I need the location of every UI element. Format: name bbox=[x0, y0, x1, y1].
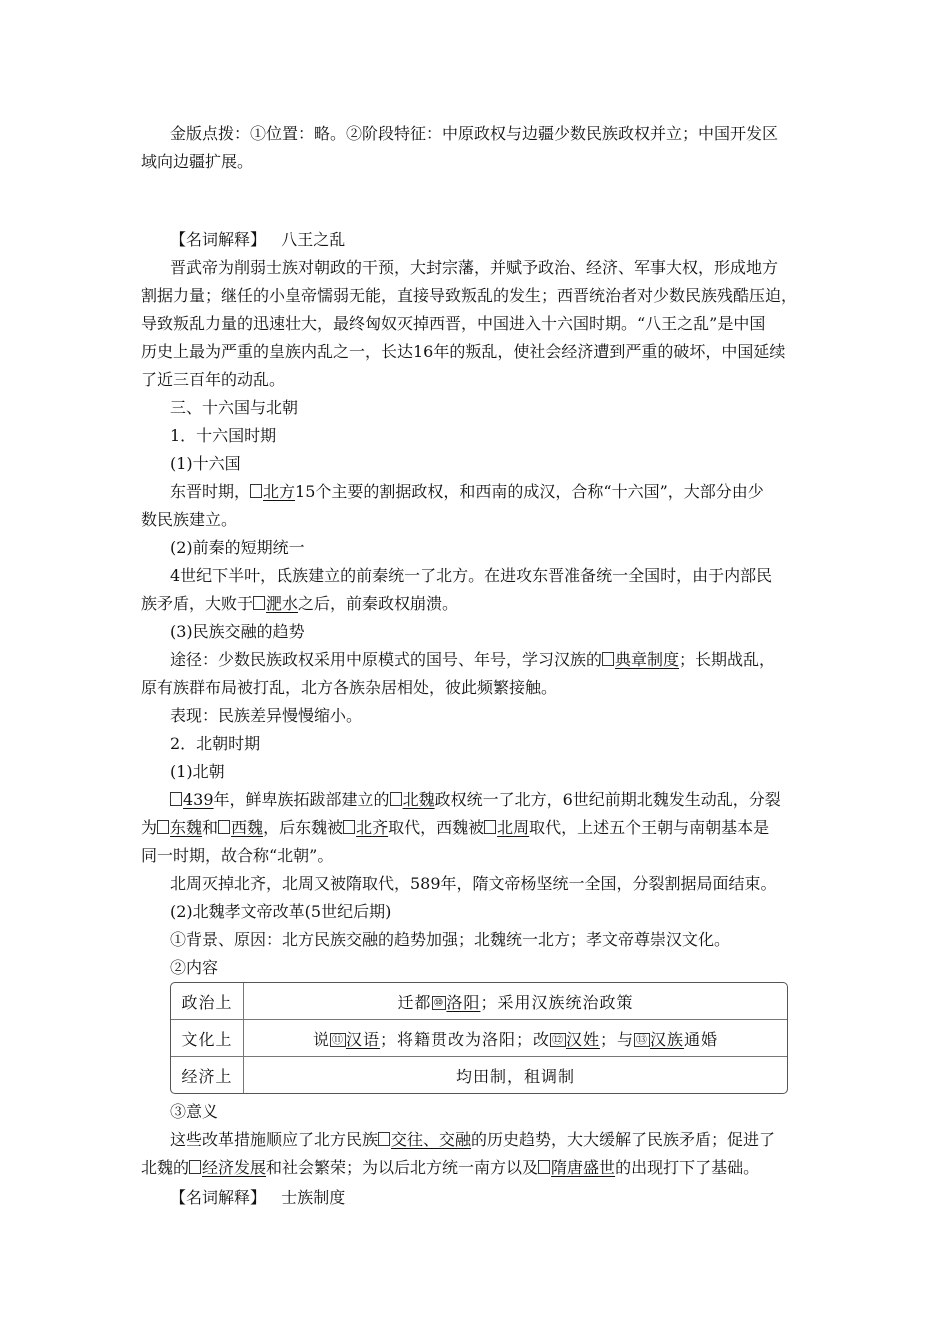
row-header: 政治上 bbox=[171, 983, 244, 1020]
blank-box-icon bbox=[189, 1160, 201, 1174]
paragraph-line: 数民族建立。 bbox=[141, 510, 238, 529]
table-row bbox=[171, 1020, 787, 1057]
glossary-text-line: 割据力量；继任的小皇帝懦弱无能，直接导致叛乱的发生；西晋统治者对少数民族残酷压迫， bbox=[141, 286, 798, 305]
paragraph-line: ②内容 bbox=[170, 958, 219, 977]
subsection-title: (1)北朝 bbox=[170, 762, 225, 781]
fill-blank-answer: 北周 bbox=[484, 818, 529, 837]
subsection-title: (1)十六国 bbox=[170, 454, 241, 473]
row-header: 经济上 bbox=[171, 1057, 244, 1093]
paragraph-line: 这些改革措施顺应了北方民族 交往、交融的历史趋势，大大缓解了民族矛盾；促进了 bbox=[170, 1130, 776, 1149]
section-heading: 三、十六国与北朝 bbox=[170, 398, 299, 417]
paragraph-line: 4世纪下半叶，氐族建立的前秦统一了北方。在进攻东晋准备统一全国时，由于内部民 bbox=[170, 566, 773, 585]
blank-box-icon bbox=[378, 1132, 390, 1146]
table-row bbox=[171, 1057, 787, 1093]
row-content: 说 ⑪ 汉语；将籍贯改为洛阳；改 ⑫ 汉姓；与 ⑬ 汉族通婚 bbox=[244, 1020, 787, 1057]
fill-blank-answer: 北方 bbox=[250, 482, 295, 501]
glossary-term: 士族制度 bbox=[281, 1188, 346, 1207]
reform-content-table bbox=[170, 982, 788, 1094]
circled-number: ⑫ bbox=[551, 1032, 564, 1046]
subsection-title: ③意义 bbox=[170, 1102, 219, 1121]
fill-blank-answer: 西魏 bbox=[218, 818, 263, 837]
blank-box-icon bbox=[538, 1160, 550, 1174]
glossary-text-line: 导致叛乱力量的迅速壮大，最终匈奴灭掉西晋，中国进入十六国时期。“八王之乱”是中国 bbox=[141, 314, 766, 333]
paragraph-line: 东晋时期， 北方15个主要的割据政权，和西南的成汉，合称“十六国”，大部分由少 bbox=[170, 482, 764, 501]
fill-blank-answer: 439 bbox=[170, 790, 214, 809]
intro-line-2: 域向边疆扩展。 bbox=[141, 152, 254, 171]
blank-box-icon bbox=[253, 596, 265, 610]
glossary-tag: 【名词解释】 bbox=[170, 230, 267, 249]
subsection-title: (2)北魏孝文帝改革(5世纪后期) bbox=[170, 902, 392, 921]
row-content: 均田制，租调制 bbox=[455, 1066, 575, 1086]
fill-blank-answer: 北魏 bbox=[390, 790, 435, 809]
circled-number: ⑬ bbox=[636, 1032, 649, 1046]
row-content: 迁都 ⑩ 洛阳；采用汉族统治政策 bbox=[244, 983, 787, 1020]
paragraph-line: 439年，鲜卑族拓跋部建立的 北魏政权统一了北方，6世纪前期北魏发生动乱，分裂 bbox=[141, 786, 821, 814]
fill-blank-answer: 淝水 bbox=[253, 594, 298, 613]
blank-box-icon bbox=[484, 820, 496, 834]
fill-blank-answer: 隋唐盛世 bbox=[538, 1158, 615, 1177]
glossary-tag: 【名词解释】 bbox=[170, 1188, 267, 1207]
paragraph-line: ①背景、原因：北方民族交融的趋势加强；北魏统一北方；孝文帝尊崇汉文化。 bbox=[170, 930, 731, 949]
blank-box-icon bbox=[250, 484, 262, 498]
subsection-title: (3)民族交融的趋势 bbox=[170, 622, 305, 641]
glossary-heading-2 bbox=[141, 1184, 821, 1212]
fill-blank-answer: 东魏 bbox=[157, 818, 202, 837]
paragraph-line: 族矛盾，大败于 淝水之后，前秦政权崩溃。 bbox=[141, 594, 459, 613]
paragraph-line: 北周灭掉北齐，北周又被隋取代，589年，隋文帝杨坚统一全国，分裂割据局面结束。 bbox=[170, 874, 777, 893]
paragraph-line: 表现：民族差异慢慢缩小。 bbox=[170, 706, 363, 725]
paragraph-line: 原有族群布局被打乱，北方各族杂居相处，彼此频繁接触。 bbox=[141, 678, 558, 697]
fill-blank-answer: 北齐 bbox=[343, 818, 388, 837]
blank-box-icon bbox=[390, 792, 402, 806]
paragraph-line: 同一时期，故合称“北朝”。 bbox=[141, 846, 334, 865]
fill-blank-answer: 交往、交融 bbox=[378, 1130, 471, 1149]
blank-box-icon bbox=[602, 652, 614, 666]
row-header: 文化上 bbox=[171, 1020, 244, 1057]
paragraph-line: 北魏的 经济发展和社会繁荣；为以后北方统一南方以及 隋唐盛世的出现打下了基础。 bbox=[141, 1158, 760, 1177]
paragraph-line: 途径：少数民族政权采用中原模式的国号、年号，学习汉族的 典章制度；长期战乱， bbox=[170, 650, 776, 669]
subsection-heading: 2．北朝时期 bbox=[170, 734, 261, 753]
subsection-heading: 1．十六国时期 bbox=[170, 426, 277, 445]
glossary-text-line: 历史上最为严重的皇族内乱之一，长达16年的叛乱，使社会经济遭到严重的破坏，中国延续 bbox=[141, 342, 786, 361]
table-row bbox=[171, 983, 787, 1020]
blank-box-icon bbox=[157, 820, 169, 834]
glossary-text-line: 晋武帝为削弱士族对朝政的干预，大封宗藩，并赋予政治、经济、军事大权，形成地方 bbox=[170, 258, 779, 277]
fill-blank-answer: 经济发展 bbox=[189, 1158, 266, 1177]
paragraph-line: 为 东魏和 西魏，后东魏被 北齐取代，西魏被 北周取代，上述五个王朝与南朝基本是 bbox=[141, 818, 770, 837]
circled-number: ⑪ bbox=[331, 1032, 344, 1046]
intro-line-1: 金版点拨：①位置：略。②阶段特征：中原政权与边疆少数民族政权并立；中国开发区 bbox=[170, 124, 779, 143]
glossary-heading-1 bbox=[141, 226, 821, 254]
blank-box-icon bbox=[218, 820, 230, 834]
glossary-term: 八王之乱 bbox=[281, 230, 346, 249]
blank-box-icon bbox=[170, 792, 182, 806]
subsection-title: (2)前秦的短期统一 bbox=[170, 538, 305, 557]
glossary-text-line: 了近三百年的动乱。 bbox=[141, 370, 286, 389]
fill-blank-answer: 典章制度 bbox=[602, 650, 679, 669]
blank-box-icon bbox=[343, 820, 355, 834]
circled-number: ⑩ bbox=[433, 995, 445, 1009]
